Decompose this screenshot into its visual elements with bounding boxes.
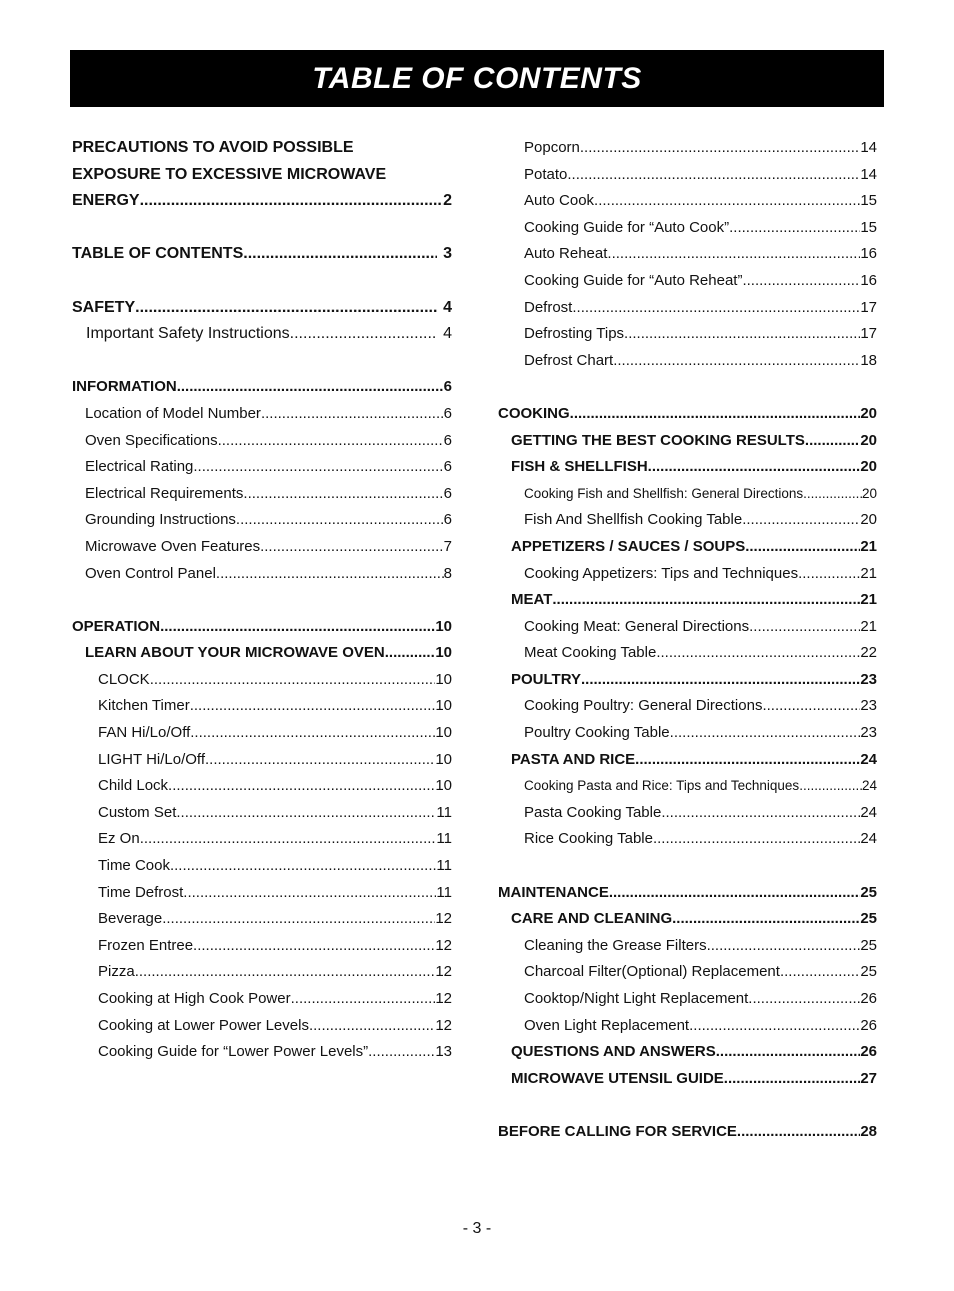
toc-label: Grounding Instructions bbox=[85, 511, 236, 529]
toc-label: Pasta Cooking Table bbox=[524, 803, 662, 821]
toc-label: Defrosting Tips bbox=[524, 325, 625, 343]
toc-page: 6 bbox=[443, 404, 452, 422]
toc-label: Fish And Shellfish Cooking Table bbox=[524, 511, 743, 529]
dot-leader bbox=[716, 1039, 861, 1066]
dot-leader bbox=[672, 906, 860, 933]
dot-leader bbox=[762, 693, 860, 720]
toc-entry[interactable] bbox=[498, 321, 877, 348]
dot-leader bbox=[205, 747, 435, 774]
toc-label: INFORMATION bbox=[72, 378, 177, 396]
toc-entry-pasta[interactable] bbox=[498, 747, 877, 774]
precautions-line3-row bbox=[72, 188, 452, 215]
toc-label: Frozen Entree bbox=[98, 936, 194, 954]
toc-label: Cooking Guide for “Auto Cook” bbox=[524, 218, 730, 236]
dot-leader bbox=[260, 534, 444, 561]
toc-label: Meat Cooking Table bbox=[524, 644, 657, 662]
toc-page: 7 bbox=[443, 537, 452, 555]
toc-label: Oven Light Replacement bbox=[524, 1016, 690, 1034]
toc-page: 20 bbox=[860, 458, 877, 476]
toc-page: 10 bbox=[435, 697, 452, 715]
toc-page: 10 bbox=[435, 644, 452, 662]
dot-leader bbox=[656, 640, 860, 667]
toc-label: Location of Model Number bbox=[85, 404, 261, 422]
toc-page: 20 bbox=[860, 511, 877, 529]
precautions-line2: EXPOSURE TO EXCESSIVE MICROWAVE bbox=[72, 165, 387, 183]
dot-leader bbox=[135, 959, 436, 986]
dot-leader bbox=[749, 614, 860, 641]
toc-label: Cooking Guide for “Lower Power Levels” bbox=[98, 1043, 369, 1061]
toc-label: PASTA AND RICE bbox=[511, 750, 636, 768]
toc-label: Beverage bbox=[98, 910, 163, 928]
dot-leader bbox=[193, 454, 443, 481]
toc-entry[interactable] bbox=[72, 1039, 452, 1066]
dot-leader bbox=[581, 667, 860, 694]
toc-page: 10 bbox=[435, 670, 452, 688]
toc-entry[interactable] bbox=[498, 188, 877, 215]
toc-entry[interactable] bbox=[72, 933, 452, 960]
toc-page: 23 bbox=[860, 697, 877, 715]
toc-page: 26 bbox=[860, 1043, 877, 1061]
toc-page: 25 bbox=[860, 883, 877, 901]
toc-page: 21 bbox=[860, 537, 877, 555]
toc-label: Kitchen Timer bbox=[98, 697, 190, 715]
toc-label: Potato bbox=[524, 165, 568, 183]
toc-entry-care[interactable] bbox=[498, 906, 877, 933]
toc-page: 10 bbox=[435, 724, 452, 742]
toc-entry[interactable] bbox=[498, 986, 877, 1013]
toc-entry-table-of-contents[interactable] bbox=[72, 241, 452, 268]
toc-label: FAN Hi/Lo/Off bbox=[98, 724, 191, 742]
toc-entry[interactable] bbox=[498, 826, 877, 853]
dot-leader bbox=[729, 215, 860, 242]
toc-page: 15 bbox=[860, 218, 877, 236]
dot-leader bbox=[689, 1013, 860, 1040]
toc-entry-questions[interactable] bbox=[498, 1039, 877, 1066]
toc-entry[interactable] bbox=[72, 693, 452, 720]
toc-page: 23 bbox=[860, 724, 877, 742]
toc-page: 21 bbox=[860, 564, 877, 582]
toc-entry[interactable] bbox=[72, 800, 452, 827]
toc-entry-meat[interactable] bbox=[498, 587, 877, 614]
toc-entry[interactable] bbox=[498, 773, 877, 800]
toc-label: LEARN ABOUT YOUR MICROWAVE OVEN bbox=[85, 644, 385, 662]
toc-entry[interactable] bbox=[498, 241, 877, 268]
dot-leader bbox=[742, 268, 860, 295]
right-column bbox=[498, 135, 877, 1146]
toc-label: Auto Cook bbox=[524, 192, 595, 210]
dot-leader bbox=[190, 720, 435, 747]
dot-leader bbox=[745, 534, 860, 561]
toc-page: 13 bbox=[435, 1043, 452, 1061]
dot-leader bbox=[218, 428, 444, 455]
toc-page: 25 bbox=[860, 963, 877, 981]
toc-entry[interactable] bbox=[72, 880, 452, 907]
dot-leader bbox=[567, 162, 860, 189]
toc-page: 21 bbox=[860, 591, 877, 609]
toc-page: 24 bbox=[860, 750, 877, 768]
toc-page: 22 bbox=[860, 644, 877, 662]
toc-page: 20 bbox=[860, 404, 877, 422]
dot-leader bbox=[160, 614, 435, 641]
toc-label: APPETIZERS / SAUCES / SOUPS bbox=[511, 537, 746, 555]
toc-label: SAFETY bbox=[72, 298, 136, 316]
toc-entry-before-calling[interactable] bbox=[498, 1119, 877, 1146]
dot-leader bbox=[236, 507, 444, 534]
toc-entry-poultry[interactable] bbox=[498, 667, 877, 694]
toc-label: FISH & SHELLFISH bbox=[511, 458, 648, 476]
dot-leader bbox=[190, 693, 436, 720]
dot-leader bbox=[748, 986, 860, 1013]
dot-leader bbox=[805, 428, 860, 455]
toc-entry[interactable] bbox=[498, 800, 877, 827]
toc-page: 4 bbox=[443, 298, 452, 316]
toc-entry[interactable] bbox=[72, 959, 452, 986]
toc-label: Oven Control Panel bbox=[85, 564, 216, 582]
toc-entry[interactable] bbox=[498, 215, 877, 242]
toc-label: Electrical Requirements bbox=[85, 484, 244, 502]
toc-page: 20 bbox=[861, 485, 877, 501]
toc-entry[interactable] bbox=[72, 1013, 452, 1040]
toc-entry[interactable] bbox=[498, 162, 877, 189]
toc-page: 20 bbox=[860, 431, 877, 449]
toc-page: 27 bbox=[860, 1069, 877, 1087]
dot-leader bbox=[607, 241, 860, 268]
dot-leader bbox=[216, 561, 444, 588]
toc-page: 6 bbox=[443, 431, 452, 449]
page-title: TABLE OF CONTENTS bbox=[312, 61, 642, 95]
dot-leader bbox=[140, 826, 437, 853]
toc-page: 12 bbox=[435, 1016, 452, 1034]
dot-leader bbox=[170, 853, 436, 880]
toc-label: Electrical Rating bbox=[85, 458, 194, 476]
dot-leader bbox=[613, 348, 860, 375]
toc-entry[interactable] bbox=[72, 428, 452, 455]
toc-entry[interactable] bbox=[498, 295, 877, 322]
toc-label: Oven Specifications bbox=[85, 431, 218, 449]
toc-page: 12 bbox=[435, 963, 452, 981]
toc-entry[interactable] bbox=[72, 826, 452, 853]
toc-label: TABLE OF CONTENTS bbox=[72, 245, 244, 263]
dot-leader bbox=[572, 295, 860, 322]
toc-entry[interactable] bbox=[72, 454, 452, 481]
toc-page: 10 bbox=[435, 617, 452, 635]
toc-label: Cooking Guide for “Auto Reheat” bbox=[524, 271, 743, 289]
toc-page: 18 bbox=[860, 351, 877, 369]
toc-label: Child Lock bbox=[98, 777, 169, 795]
dot-leader bbox=[594, 188, 860, 215]
toc-page: 12 bbox=[435, 910, 452, 928]
toc-label: Pizza bbox=[98, 963, 135, 981]
dot-leader bbox=[670, 720, 861, 747]
dot-leader bbox=[798, 561, 860, 588]
toc-page: 17 bbox=[860, 298, 877, 316]
toc-label: Cooktop/Night Light Replacement bbox=[524, 990, 749, 1007]
toc-page: 6 bbox=[443, 378, 452, 396]
toc-label: Cooking Poultry: General Directions bbox=[524, 697, 763, 715]
toc-entry-cooking[interactable] bbox=[498, 401, 877, 428]
toc-page: 6 bbox=[443, 458, 452, 476]
toc-label: GETTING THE BEST COOKING RESULTS bbox=[511, 431, 805, 449]
toc-entry[interactable] bbox=[498, 481, 877, 508]
toc-page: 24 bbox=[860, 803, 877, 821]
toc-page: 11 bbox=[436, 830, 452, 848]
toc-label: Poultry Cooking Table bbox=[524, 724, 670, 742]
toc-label: Cooking at High Cook Power bbox=[98, 990, 291, 1007]
dot-leader bbox=[368, 1039, 435, 1066]
dot-leader bbox=[385, 640, 436, 667]
toc-page: 11 bbox=[436, 883, 452, 901]
toc-page: 14 bbox=[860, 165, 877, 183]
toc-page: 24 bbox=[860, 830, 877, 848]
toc-page: 16 bbox=[860, 245, 877, 263]
toc-label: Popcorn bbox=[524, 139, 580, 156]
toc-page: 6 bbox=[443, 511, 452, 529]
toc-label: Ez On bbox=[98, 830, 140, 848]
precautions-line1: PRECAUTIONS TO AVOID POSSIBLE bbox=[72, 139, 354, 156]
toc-entry-information[interactable] bbox=[72, 374, 452, 401]
toc-label: POULTRY bbox=[511, 670, 581, 688]
toc-page: 3 bbox=[443, 245, 452, 263]
dot-leader bbox=[193, 933, 435, 960]
toc-label: Important Safety Instructions bbox=[86, 325, 290, 343]
toc-page: 11 bbox=[436, 803, 452, 821]
dot-leader bbox=[243, 241, 437, 268]
page-number: - 3 - bbox=[462, 1220, 492, 1237]
toc-entry[interactable] bbox=[498, 348, 877, 375]
toc-entry[interactable] bbox=[498, 1013, 877, 1040]
toc-page: 11 bbox=[436, 857, 452, 875]
dot-leader bbox=[135, 295, 437, 322]
toc-page: 8 bbox=[443, 564, 452, 582]
toc-entry[interactable] bbox=[498, 507, 877, 534]
dot-leader bbox=[176, 800, 436, 827]
toc-page: 10 bbox=[435, 750, 452, 768]
dot-leader bbox=[291, 986, 436, 1013]
toc-entry[interactable] bbox=[498, 614, 877, 641]
toc-page: 6 bbox=[443, 484, 452, 502]
dot-leader bbox=[803, 481, 862, 508]
dot-leader bbox=[648, 454, 861, 481]
dot-leader bbox=[799, 773, 862, 800]
toc-label: QUESTIONS AND ANSWERS bbox=[511, 1043, 716, 1061]
toc-label: ENERGY bbox=[72, 192, 140, 210]
dot-leader bbox=[724, 1066, 861, 1093]
dot-leader bbox=[653, 826, 860, 853]
dot-leader bbox=[168, 773, 435, 800]
toc-entry[interactable] bbox=[72, 507, 452, 534]
toc-entry-precautions[interactable] bbox=[72, 135, 452, 215]
dot-leader bbox=[570, 401, 861, 428]
toc-page: 16 bbox=[860, 271, 877, 289]
toc-entry[interactable] bbox=[72, 747, 452, 774]
toc-entry[interactable] bbox=[72, 401, 452, 428]
dot-leader bbox=[243, 481, 443, 508]
toc-entry[interactable] bbox=[498, 693, 877, 720]
dot-leader bbox=[552, 587, 860, 614]
toc-page: 26 bbox=[860, 1016, 877, 1034]
toc-page: 2 bbox=[443, 192, 452, 210]
toc-entry[interactable] bbox=[498, 959, 877, 986]
toc-label: Cleaning the Grease Filters bbox=[524, 936, 707, 954]
toc-entry-fish[interactable] bbox=[498, 454, 877, 481]
left-column bbox=[72, 135, 452, 1066]
toc-entry[interactable] bbox=[498, 720, 877, 747]
toc-page: 21 bbox=[860, 617, 877, 635]
toc-label: BEFORE CALLING FOR SERVICE bbox=[498, 1122, 737, 1140]
dot-leader bbox=[261, 401, 444, 428]
toc-page: 17 bbox=[860, 325, 877, 343]
toc-entry-operation[interactable] bbox=[72, 614, 452, 641]
dot-leader bbox=[183, 880, 436, 907]
toc-entry-safety[interactable] bbox=[72, 295, 452, 322]
toc-label: Defrost Chart bbox=[524, 351, 614, 369]
dot-leader bbox=[707, 933, 861, 960]
toc-label: CARE AND CLEANING bbox=[511, 910, 673, 928]
toc-label: Charcoal Filter(Optional) Replacement bbox=[524, 963, 780, 981]
dot-leader bbox=[737, 1119, 860, 1146]
toc-entry-important-safety[interactable] bbox=[72, 321, 452, 348]
toc-label: CLOCK bbox=[98, 670, 150, 688]
toc-label: Auto Reheat bbox=[524, 245, 608, 263]
toc-label: Defrost bbox=[524, 298, 573, 316]
toc-label: Time Cook bbox=[98, 857, 170, 875]
toc-entry-learn[interactable] bbox=[72, 640, 452, 667]
toc-label: Cooking Fish and Shellfish: General Directions bbox=[524, 485, 804, 501]
toc-page: 15 bbox=[860, 192, 877, 210]
title-banner bbox=[70, 50, 884, 107]
toc-page: 28 bbox=[860, 1122, 877, 1140]
toc-label: Custom Set bbox=[98, 803, 177, 821]
toc-label: MEAT bbox=[511, 591, 553, 609]
toc-label: Rice Cooking Table bbox=[524, 830, 653, 848]
dot-leader bbox=[635, 747, 860, 774]
toc-entry-maintenance[interactable] bbox=[498, 880, 877, 907]
toc-page: 10 bbox=[435, 777, 452, 795]
toc-entry[interactable] bbox=[498, 268, 877, 295]
toc-label: Microwave Oven Features bbox=[85, 537, 261, 555]
toc-page: 12 bbox=[435, 990, 452, 1007]
toc-page: 14 bbox=[860, 139, 877, 156]
toc-label: Cooking at Lower Power Levels bbox=[98, 1016, 309, 1034]
toc-entry[interactable] bbox=[72, 561, 452, 588]
dot-leader bbox=[309, 1013, 435, 1040]
dot-leader bbox=[150, 667, 436, 694]
toc-entry[interactable] bbox=[72, 720, 452, 747]
toc-entry[interactable] bbox=[498, 135, 877, 162]
dot-leader bbox=[140, 188, 444, 215]
toc-entry[interactable] bbox=[72, 534, 452, 561]
toc-entry[interactable] bbox=[72, 853, 452, 880]
toc-label: COOKING bbox=[498, 404, 570, 422]
toc-entry-appetizers[interactable] bbox=[498, 534, 877, 561]
toc-label: Time Defrost bbox=[98, 883, 184, 901]
toc-entry[interactable] bbox=[72, 667, 452, 694]
dot-leader bbox=[624, 321, 860, 348]
dot-leader bbox=[609, 880, 860, 907]
toc-entry-utensil[interactable] bbox=[498, 1066, 877, 1093]
dot-leader bbox=[290, 321, 437, 348]
toc-entry[interactable] bbox=[498, 561, 877, 588]
toc-entry[interactable] bbox=[72, 773, 452, 800]
toc-label: MAINTENANCE bbox=[498, 883, 609, 901]
toc-entry-best-results[interactable] bbox=[498, 428, 877, 455]
toc-label: LIGHT Hi/Lo/Off bbox=[98, 750, 205, 768]
toc-entry[interactable] bbox=[498, 640, 877, 667]
dot-leader bbox=[580, 135, 860, 162]
toc-page: 4 bbox=[443, 325, 452, 343]
toc-entry[interactable] bbox=[72, 481, 452, 508]
toc-entry[interactable] bbox=[72, 986, 452, 1013]
dot-leader bbox=[661, 800, 860, 827]
toc-label: OPERATION bbox=[72, 617, 161, 635]
dot-leader bbox=[742, 507, 860, 534]
toc-page: 12 bbox=[435, 936, 452, 954]
toc-label: Cooking Pasta and Rice: Tips and Techniques bbox=[524, 778, 800, 794]
toc-entry[interactable] bbox=[72, 906, 452, 933]
toc-label: Cooking Meat: General Directions bbox=[524, 617, 750, 635]
toc-page: 24 bbox=[861, 778, 877, 794]
toc-entry[interactable] bbox=[498, 933, 877, 960]
toc-page: 23 bbox=[860, 670, 877, 688]
toc-label: Cooking Appetizers: Tips and Techniques bbox=[524, 564, 799, 582]
toc-label: MICROWAVE UTENSIL GUIDE bbox=[511, 1069, 724, 1087]
dot-leader bbox=[780, 959, 860, 986]
toc-page: 25 bbox=[860, 910, 877, 928]
toc-page: 26 bbox=[860, 990, 877, 1007]
toc-page: 25 bbox=[860, 936, 877, 954]
dot-leader bbox=[162, 906, 435, 933]
dot-leader bbox=[177, 374, 444, 401]
